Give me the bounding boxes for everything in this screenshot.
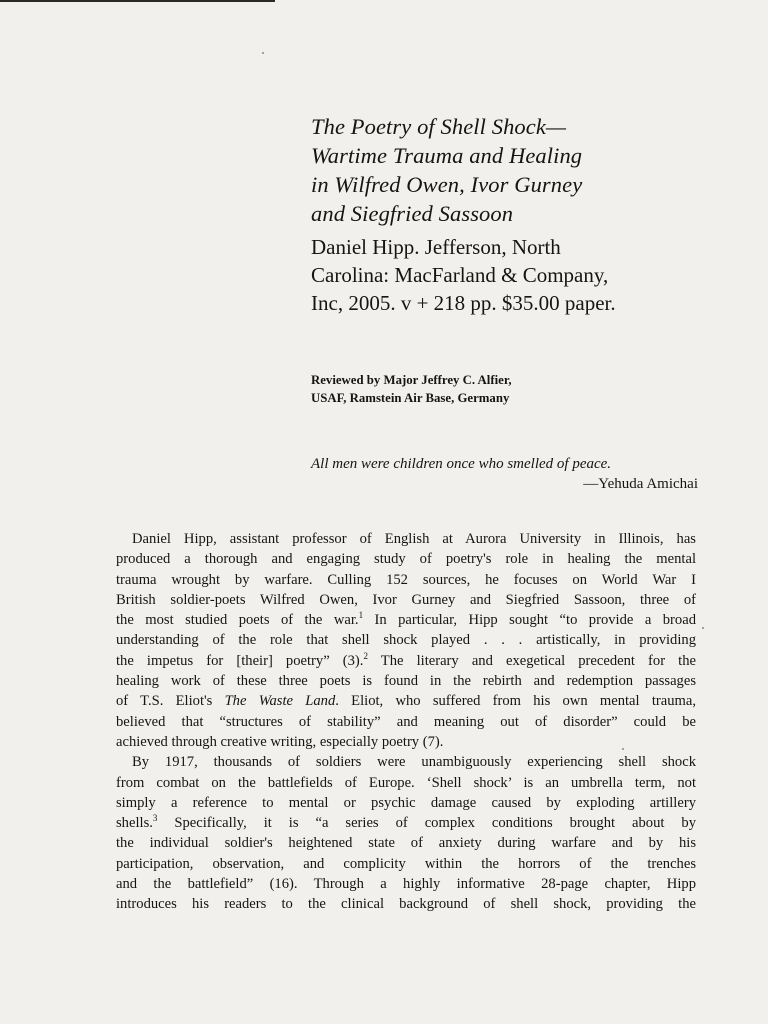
- body-text: shells.: [116, 815, 153, 832]
- body-line: [116, 651, 696, 671]
- footnote-marker: 1: [358, 610, 364, 621]
- body-line: [116, 712, 696, 732]
- body-text: introduces his readers to the clinical background of shell shock, providing the: [116, 896, 696, 913]
- epigraph: [311, 454, 698, 494]
- title-line: Wartime Trauma and Healing: [311, 143, 583, 168]
- epigraph-attribution: —Yehuda Amichai: [583, 476, 698, 492]
- body-text: The literary and exegetical precedent for the: [367, 652, 696, 669]
- body-text: By 1917, thousands of soldiers were unambiguously experiencing shell shock: [132, 754, 696, 771]
- body-text: Specifically, it is “a series of complex conditions brought about by: [157, 815, 696, 832]
- scan-speck: [702, 627, 704, 629]
- body-text: understanding of the role that shell shock played . . . artistically, in providing: [116, 632, 696, 649]
- epigraph-quote: All men were children once who smelled of peace.: [311, 456, 612, 472]
- body-text: Daniel Hipp, assistant professor of English at Aurora University in Illinois, has: [132, 531, 696, 547]
- body-line: [116, 732, 696, 752]
- scan-speck: [262, 52, 264, 54]
- publication-line: Inc, 2005. v + 218 pp. $35.00 paper.: [311, 291, 616, 315]
- body-line: [116, 529, 696, 549]
- body-text: British soldier-poets Wilfred Owen, Ivor Gurney and Siegfried Sassoon, three of: [116, 591, 696, 608]
- body-text: from combat on the battlefields of Europe. ‘Shell shock’ is an umbrella term, not: [116, 774, 696, 791]
- body-line: [116, 874, 696, 894]
- footnote-marker: 2: [363, 650, 368, 661]
- title-line: and Siegfried Sassoon: [311, 201, 514, 226]
- body-text: trauma wrought by warfare. Culling 152 sources, he focuses on World War I: [116, 571, 696, 588]
- article-title: [311, 112, 731, 228]
- body-text: . Eliot, who suffered from his own mental trauma,: [335, 693, 696, 710]
- body-line: [116, 570, 696, 590]
- body-text: the impetus for [their] poetry” (3).: [116, 652, 364, 669]
- body-line: [116, 671, 696, 691]
- body-text: the individual soldier's heightened state of anxiety during warfare and by his: [116, 835, 696, 852]
- body-text: and the battlefield” (16). Through a highly informative 28-page chapter, Hipp: [116, 876, 696, 893]
- footnote-marker: 3: [152, 813, 158, 824]
- publication-info: [311, 233, 741, 317]
- title-line: The Poetry of Shell Shock—: [311, 114, 567, 139]
- reviewer-credit: [311, 371, 711, 407]
- body-line: [116, 691, 696, 711]
- body-text: produced a thorough and engaging study of poetry's role in healing the mental: [116, 551, 696, 568]
- scan-border-top: [0, 0, 275, 2]
- body-line: [116, 813, 696, 833]
- body-line: [116, 590, 696, 610]
- body-line: [116, 610, 696, 630]
- body-text: the most studied poets of the war.: [116, 612, 359, 629]
- publication-line: Daniel Hipp. Jefferson, North: [311, 235, 561, 259]
- body-text: simply a reference to mental or psychic damage caused by exploding artillery: [116, 794, 696, 811]
- body-line: [116, 793, 696, 813]
- book-title: The Waste Land: [224, 693, 336, 710]
- body-text: of T.S. Eliot's: [116, 693, 225, 710]
- body-line: [116, 773, 696, 793]
- body-line: [116, 833, 696, 853]
- review-body: [116, 529, 696, 915]
- body-text: believed that “structures of stability” and meaning out of disorder” could be: [116, 713, 696, 730]
- body-line: [116, 854, 696, 874]
- body-text: participation, observation, and complicity within the horrors of the trenches: [116, 855, 696, 872]
- body-line: [116, 630, 696, 650]
- body-line: [116, 894, 696, 914]
- reviewer-line: Reviewed by Major Jeffrey C. Alfier,: [311, 373, 512, 387]
- publication-line: Carolina: MacFarland & Company,: [311, 263, 609, 287]
- body-text: healing work of these three poets is found in the rebirth and redemption passages: [116, 673, 696, 690]
- reviewer-line: USAF, Ramstein Air Base, Germany: [311, 391, 510, 405]
- body-text: achieved through creative writing, especially poetry (7).: [116, 733, 444, 750]
- body-line: [116, 752, 696, 772]
- title-line: in Wilfred Owen, Ivor Gurney: [311, 172, 583, 197]
- body-text: In particular, Hipp sought “to provide a broad: [363, 612, 696, 629]
- body-line: [116, 549, 696, 569]
